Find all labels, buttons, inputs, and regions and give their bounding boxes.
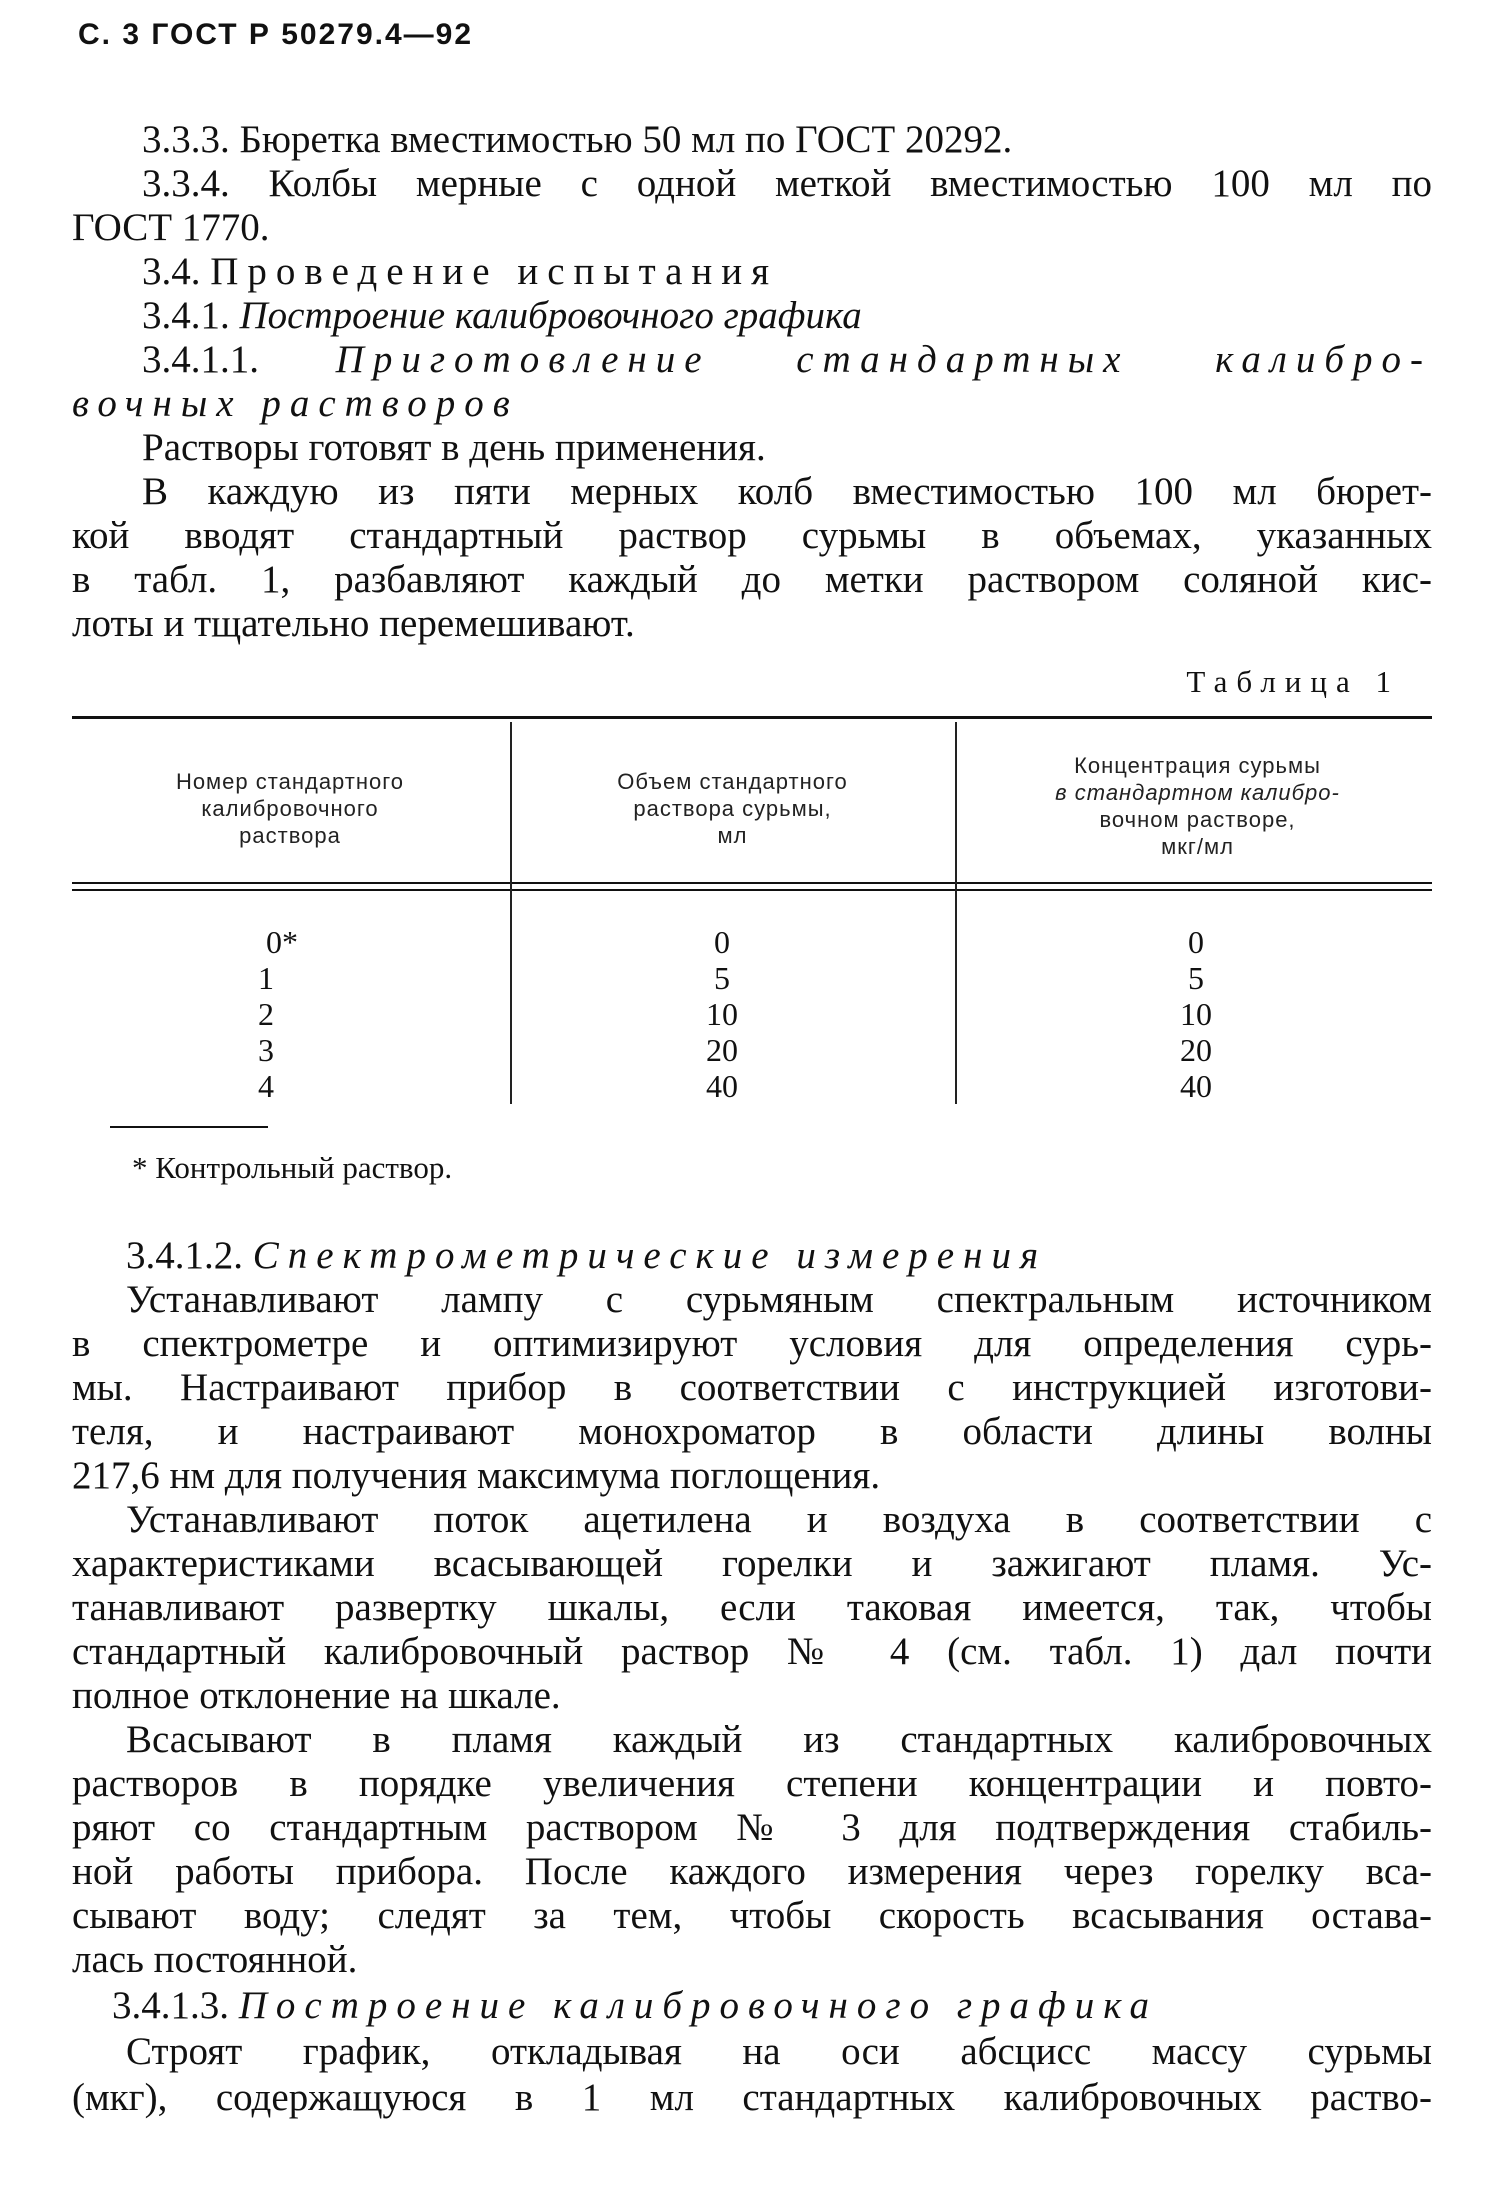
paragraph-solutions-prepared: Растворы готовят в день применения.: [142, 426, 766, 469]
paragraph-lamp-line4: теля, и настраивают монохроматор в области длины волны: [72, 1410, 1432, 1453]
paragraph-acetylene-line2: характеристиками всасывающей горелки и зажигают пламя. Ус-: [72, 1542, 1432, 1585]
paragraph-aspirate-line2: растворов в порядке увеличения степени концентрации и повто-: [72, 1762, 1432, 1805]
paragraph-lamp-line3: мы. Настраивают прибор в соответствии с инструкцией изготови-: [72, 1366, 1432, 1409]
table-header-volume: Объем стандартного раствора сурьмы, мл: [617, 769, 848, 848]
footnote-rule: [110, 1126, 268, 1128]
table-header-rule-2: [72, 889, 1432, 891]
section-title: Построение калибровочного графика: [238, 1984, 1158, 2027]
table-column-divider-2: [955, 722, 957, 1104]
section-title: Построение калибровочного графика: [239, 294, 862, 337]
paragraph-flasks-line4: лоты и тщательно перемешивают.: [72, 602, 635, 645]
paragraph-aspirate-line1: Всасывают в пламя каждый из стандартных калибровочных: [126, 1718, 1432, 1761]
table-header-concentration: Концентрация сурьмы в стандартном калибро- вочном растворе, мкг/мл: [1055, 753, 1340, 859]
table-column-divider-1: [510, 722, 512, 1104]
paragraph-3-3-4-line2: ГОСТ 1770.: [72, 206, 270, 249]
section-title: Приготовление стандартных калибро-: [335, 338, 1433, 381]
section-3-4-heading: [142, 250, 1432, 294]
paragraph-3-3-3: 3.3.3. Бюретка вместимостью 50 мл по ГОСТ 20292.: [142, 118, 1013, 161]
table-header-number: Номер стандартного калибровочного раствора: [175, 769, 405, 848]
section-3-4-1-heading: [142, 294, 1432, 338]
table-footnote: * Контрольный раствор.: [132, 1150, 453, 1185]
paragraph-aspirate-line3: ряют со стандартным раствором № 3 для подтверждения стабиль-: [72, 1806, 1432, 1849]
section-number: 3.4.1.3.: [112, 1984, 229, 2027]
paragraph-graph-line2: (мкг), содержащуюся в 1 мл стандартных калибровочных раство-: [72, 2076, 1432, 2119]
paragraph-acetylene-line5: полное отклонение на шкале.: [72, 1674, 561, 1717]
paragraph-graph-line1: Строят график, откладывая на оси абсцисс массу сурьмы: [126, 2030, 1432, 2073]
section-3-4-1-1-heading-line2: вочных растворов: [72, 382, 519, 425]
paragraph-lamp-line5: 217,6 нм для получения максимума поглощения.: [72, 1454, 881, 1497]
paragraph-3-3-4-line1: 3.3.4. Колбы мерные с одной меткой вместимостью 100 мл по: [142, 162, 1432, 205]
paragraph-lamp-line1: Устанавливают лампу с сурьмяным спектральным источником: [126, 1278, 1432, 1321]
section-3-4-1-1-heading-line1: [142, 338, 1432, 382]
paragraph-aspirate-line4: ной работы прибора. После каждого измерения через горелку вса-: [72, 1850, 1432, 1893]
section-number: 3.4.1.: [142, 294, 230, 337]
document-page: С. 3 ГОСТ Р 50279.4—92 3.3.3. Бюретка вместимостью 50 мл по ГОСТ 20292. 3.3.4. Колбы мерные с одной меткой вместимостью 100 мл по ГОСТ 1770. 3.4. Проведение испытания 3.4.1. Построение калибровочного графика 3.4.1.1. Приготовление стандартных калибро- вочных растворов Растворы готовят в день применения. В каждую из пяти мерных колб вместимостью 100 мл бюрет- кой вводят стандартный раствор сурьмы в объемах, указанных в табл. 1, разбавляют каждый до метки раствором соляной кис- лоты и тщательно перемешивают. Таблица 1 Номер стандартного калибровочного раствора Объем стандартного раствора сурьмы, мл Концентрация сурьмы в стандартном калибро- вочном растворе, мкг/мл 0* 0 0 1 5 5 2 10 10 3 20 20 4 40 40 * Контрольный раствор. 3.4.1.2. Спектрометрические измерения Устанавливают лампу с сурьмяным спектральным источником в спектрометре и оптимизируют условия для определения сурь- мы. Настраивают прибор в соответствии с инструкцией изготови- теля, и настраивают монохроматор в области длины волны 217,6 нм для получения максимума поглощения. Устанавливают поток ацетилена и воздуха в соответствии с характеристиками всасывающей горелки и зажигают пламя. Ус- танавливают развертку шкалы, если таковая имеется, так, чтобы стандартный калибровочный раствор № 4 (см. табл. 1) дал почти полное отклонение на шкале. Всасывают в пламя каждый из стандартных калибровочных растворов в порядке увеличения степени концентрации и повто- ряют со стандартным раствором № 3 для подтверждения стабиль- ной работы прибора. После каждого измерения через горелку вса- сывают воду; следят за тем, чтобы скорость всасывания остава- лась постоянной. 3.4.1.3. Построение калибровочного графика Строят график, откладывая на оси абсцисс массу сурьмы (мкг), содержащуюся в 1 мл стандартных калибровочных раство-: [0, 0, 1504, 2208]
paragraph-flasks-line2: кой вводят стандартный раствор сурьмы в объемах, указанных: [72, 514, 1432, 557]
section-title: Проведение испытания: [210, 250, 779, 293]
paragraph-flasks-line3: в табл. 1, разбавляют каждый до метки раствором соляной кис-: [72, 558, 1432, 601]
paragraph-lamp-line2: в спектрометре и оптимизируют условия для определения сурь-: [72, 1322, 1432, 1365]
paragraph-acetylene-line3: танавливают развертку шкалы, если таковая имеется, так, чтобы: [72, 1586, 1432, 1629]
section-number: 3.4.: [142, 250, 201, 293]
table-top-rule: [72, 716, 1432, 719]
section-number: 3.4.1.2.: [126, 1234, 243, 1277]
paragraph-acetylene-line4: стандартный калибровочный раствор № 4 (см. табл. 1) дал почти: [72, 1630, 1432, 1673]
section-title: Спектрометрические измерения: [252, 1234, 1048, 1277]
paragraph-aspirate-line6: лась постоянной.: [72, 1938, 358, 1981]
section-number: 3.4.1.1.: [142, 338, 259, 381]
table-header-rule-1: [72, 882, 1432, 884]
page-header: С. 3 ГОСТ Р 50279.4—92: [78, 18, 474, 51]
paragraph-acetylene-line1: Устанавливают поток ацетилена и воздуха в соответствии с: [126, 1498, 1432, 1541]
paragraph-flasks-line1: В каждую из пяти мерных колб вместимостью 100 мл бюрет-: [142, 470, 1432, 513]
table-caption: Таблица 1: [1186, 664, 1400, 699]
section-3-4-1-3-heading: [112, 1984, 1432, 2028]
paragraph-aspirate-line5: сывают воду; следят за тем, чтобы скорость всасывания остава-: [72, 1894, 1432, 1937]
section-3-4-1-2-heading: [126, 1234, 1432, 1278]
